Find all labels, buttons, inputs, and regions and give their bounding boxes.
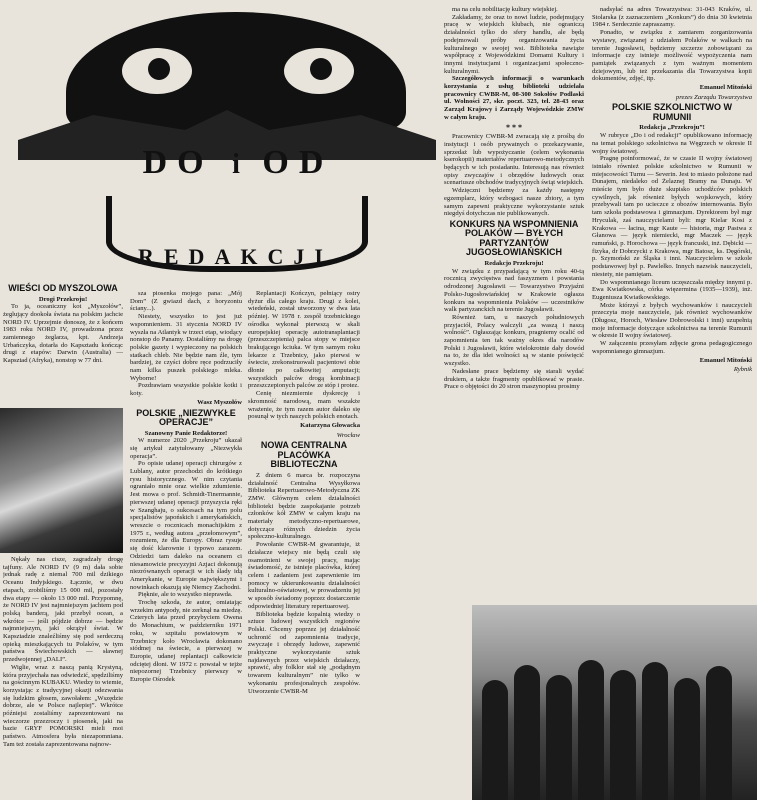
group-photo bbox=[472, 605, 757, 800]
paragraph: Niestety, wszystko to jest już wspomnieniem. 31 stycznia NORD IV wyszła na Atlantyk w trzeci etap, wiodący nonstop do Panamy. Dostaliśmy na drogę polskie gazety i wypieczony na polskich statkach chleb. Nie będzie nam źle, tym bardziej, że czyści dobre ręce podrzuciły nam kilka puszek polskiego mleka. Wyborne! bbox=[130, 313, 242, 382]
signature: Katarzyna Głowacka bbox=[300, 421, 360, 429]
paragraph: Biblioteka będzie kopalnią wiedzy o sztuce ludowej wszystkich regionów Polski. Chcemy poprzez jej działalność uchronić od zapomnienia tradycje, zwyczaje i obrzędy ludowe, zapewnić praktyczne wykorzystanie sztuk najdawnych przez wiejskich działaczy, sprawić, aby folklor stał się „podądnym towarem kulturalnym” nie tylko w wykonaniu profesjonalnych zespołów. Utworzenie CWBR-M bbox=[248, 610, 360, 695]
paragraph: Po opisie udanej operacji chirurgów z Lublany, autor przechodzi do krótkiego rysu historycznego. W nim czytania ograniało mnie oraz wielkie zdumienie. Jest mowa o prof. Schmidt-Tinermannie, pierwszej udanej operacji przyszycia ręki w Szanghaju, o sukcesach na tym polu specjalistów japońskich i amerykańskich, wreszcie o rocznicach monachijskim z 1975 r., według autora „przełomowym”, rozumiem, że dla Europy. Obraz rysuje się dość klarownie i typowo zarazem. Odziedzi tam daleko na oceanem ci niesamowicie precyzyjni Azjaci dokonują niezrównanych operacji w ich ślady idą Amerykanie, w Europie największymi i nowinkach okazują się Niemcy Zachodni. bbox=[130, 460, 242, 591]
paragraph: sza piosenka mojego pana: „Mój Dom” (Z gwiazd dach, z horyzontu ściany...). bbox=[130, 290, 242, 313]
article-heading: KONKURS NA WSPOMNIENIA POLAKÓW — BYŁYCH PARTYZANTÓW JUGOSŁOWIAŃSKICH bbox=[449, 218, 579, 258]
paragraph: Nadesłane prace będziemy się starali wydać drukiem, a także fragmenty opublikować w prasie. Prace o objętości do 20 stron maszynopisu prosimy bbox=[444, 367, 584, 391]
paragraph: Pragnę poinformować, że w czasie II wojny światowej istniało również polskie szkolnictwo w Rumunii w miejscowości Turnu — Severin. Jest to miasto położone nad Dunajem, niedaleko od Żelaznej Bramy na Dunaju. W mieście tym było duże skupisko uchodźców polskich cywilnych, jak również byłych wojskowych, który przebywali tam po ucieczce z obozów internowania. Było tam szkoła podstawowa i gimnazjum. Dyrektorem był mgr Hryculak, zaś nauczycielami byli: mgr Kielar Kosi z Krakowa — łacina, mgr Kaute — historia, mgr Pastwa z Głanowa — język niemiecki, mgr Maczek — język rumuński, p. Horochowa — język francuski, inż. Dębicki — fizyka, dr Dobrzycki z Krakowa, mgr Batosz, ks. Dęgórski, p. Szymoński ze Śląska i inni. Nauczycielem w szkole podstawowej był p. Pawlełko. Innych nazwisk nauczycieli, niestety, nie pamiętam. bbox=[592, 155, 752, 278]
signature: Wasz Myszołów bbox=[197, 398, 242, 406]
separator: * * * bbox=[506, 122, 522, 132]
paragraph: Pracownicy CWBR-M zwracają się z prośbą do instytucji i osób prywatnych o przekazywanie, sprzedaż lub wypożyczanie (celem wykonania kserokopii) materiałów repertuarowo-metodycznych będących w ich posiadaniu. Interesują nas również opisy zwyczajów i obrzędów ludowych oraz scenariusze obchodów tradycyjnych świąt wiejskich. bbox=[444, 133, 584, 187]
paragraph: To ja, oceaniczny kot „Myszołów”, żeglujący dookoła świata na polskim jachcie NORD IV. Uprzejmie donoszę, że z końcem 1983 roku NORD IV, prowadzona przez zamiennego żeglarza, kpt. Andrzeja Urbańczyka, dotarła do Kapsztadu kończąc drugi z etapów: Darwin (Australia) — Kapsztad (Afryka), nonstop w 77 dni. bbox=[3, 303, 123, 365]
cat-photo bbox=[0, 408, 123, 553]
column-5 bbox=[592, 6, 752, 604]
signature: Emanuel Mitoński bbox=[699, 84, 752, 92]
paragraph: Trochę szkoda, że autor, omiatając wrzekim antypody, nie zerknął na miedzę. Czterych lata przed przybyciem Owena do Monachium, w październiku 1971 roku, w szpitalu powiatowym w Trzebnicy koło Wrocławia dokonano siódmej na świecie, a pierwszej w Europie, udanej replantacji całkowicie odciętej dłoni. W 1972 r. powstał w tejże niepozornej Trzebnicy pierwszy w Europie Ośrodek bbox=[130, 599, 242, 684]
paragraph: Pozdrawiam wszystkie polskie kotki i koty. bbox=[130, 382, 242, 398]
paragraph: W załączeniu przesyłam zdjęcie grona pedagogicznego wspomnianego gimnazjum. bbox=[592, 340, 752, 355]
paragraph: Również tam, u naszych południowych przyjaciół, Polacy walczyli „za waszą i naszą wolność”. Ogłaszając konkurs, pragniemy ocalić od zapomnienia ten tak ważny okres dla narodów Polski i Jugosławii, które wielokrotnie dały dowód na to, że dla idei wolności są w stanie poświęcić wszystko. bbox=[444, 313, 584, 368]
paragraph: Zakładamy, że oraz to nowi ludzie, podejmujący pracę w wiejskich klubach, nie ograniczą działalności tylko do sfery handlu, ale będą podejmowali próby organizowania życia kulturalnego w swojej wsi. Biblioteka nawiąże współpracę z Wojewódzkimi Domami Kultury i innymi instytucjami i organizacjami społeczno-kulturalnymi. bbox=[444, 13, 584, 75]
right-eye-icon bbox=[276, 40, 362, 102]
paragraph: ma na celu nobilitację kultury wiejskiej. bbox=[452, 6, 558, 13]
paragraph: nadsyłać na adres Towarzystwa: 31-043 Kraków, ul. Stolarska (z zaznaczeniem „Konkurs”) do dnia 30 kwietnia 1984 r. Serdecznie zapraszamy. bbox=[592, 6, 752, 29]
left-eye-icon bbox=[114, 40, 200, 102]
masthead-illustration bbox=[18, 6, 436, 276]
paragraph: Z dniem 6 marca br. rozpoczyna działalność Centralna Wysyłkowa Biblioteka Repertuarowo-Metodyczna ZK ZMW. Głównym celem działalności biblioteki będzie zaspokajanie potrzeb członków kół ZMW w całym kraju na materiały metodyczno-repertuarowe, dotyczące różnych dziedzin życia społeczno-kulturalnego. bbox=[248, 471, 360, 541]
greeting: Redakcjo Przekroju! bbox=[484, 259, 544, 267]
masthead-subtitle: REDAKCJI bbox=[138, 244, 333, 269]
article-heading: POLSKIE „NIEZWYKŁE OPERACJE” bbox=[136, 407, 236, 428]
paragraph: W numerze 2020 „Przekroju” ukazał się artykuł zatytułowany „Niezwykła operacja”. bbox=[130, 437, 242, 460]
greeting: Redakcja „Przekroju”! bbox=[639, 124, 705, 132]
paragraph: Wiglie, wraz z naszą panią Krystyną, która przyjechała nas odwiedzić, spędziliśmy na gościnnym KUBAKU. Wiedzy to wiemie, korzystając z tradycyjnej okazji odezwania się ludzkim głosem, zawołałem: „Wszędzie dobrze, ale w Polsce najlepiej”. Wkrótce późniejsi zostaliśmy zaprezentowani na wieczorze przezroczy i piosenek, jaki na bazie GRYF POMORSKI mieli moi państwo. Atmosfera była niezapomniana. Tam też została zaprezentowana najnow- bbox=[3, 663, 123, 748]
paragraph: Wdzięczni będziemy za każdy następny egzemplarz, który wzbogaci nasze zbiory, a tym samym zapewni praktyczne wykorzystanie sztuk niegdyś dotychczas nie publikowanych. bbox=[444, 187, 584, 218]
paragraph: Cenię niezmiernie dyskrecję i skromność narodową, mam wszakże wrażenie, że tym razem autor daleko się posunął w tych naszych polskich enotach. bbox=[248, 390, 360, 421]
column-1-lower bbox=[3, 556, 123, 800]
column-2 bbox=[130, 290, 242, 800]
article-heading: WIEŚCI OD MYSZOLOWA bbox=[8, 283, 118, 293]
greeting: Szanowny Panie Redaktorze! bbox=[144, 429, 228, 437]
column-3 bbox=[248, 290, 360, 800]
article-heading: NOWA CENTRALNA PLACÓWKA BIBLIOTECZNA bbox=[260, 440, 348, 470]
signature-city: Wrocław bbox=[336, 431, 360, 439]
paragraph: Pięknie, ale to wszystko nieprawda. bbox=[138, 591, 233, 599]
signature: Emanuel Mitoński bbox=[699, 356, 752, 364]
paragraph: Szczegółowych informacji o warunkach korzystania z usług biblioteki udzielała pracownicy CWBR-M, 08-300 Sokołów Podlaski ul. Wolności 27, skr. poczt. 323, tel. 28-43 oraz Zarząd Krajowy i Zarządy Wojewódzkie ZMW w całym kraju. bbox=[444, 75, 584, 121]
paragraph: W rubryce „Do i od redakcji” opublikowano informację na temat polskiego szkolnictwa na Węgrzech w okresie II wojny światowej. bbox=[592, 132, 752, 155]
paragraph: Replantacji Kończyn, pełniący ostry dyżur dla całego kraju. Drugi z kolei, wiedeński, został utworzony w dwa lata później. W 1978 r. zespół trzebnickiego ośrodka wykonał pierwszą w skali europejskiej operację autotransplantacji (przeszczepienia) palca stopy w miejsce brakującego kciuka. W tym samym roku lekarze z Trzebnicy, jako pierwsi w świecie, zrekonstruowali pacjentowi obie dłonie po całkowitej amputacji; wszystkich palców drogą kombinacji przeszczepionych palców ze stóp i protez. bbox=[248, 290, 360, 390]
paragraph: Może którzyś z byłych wychowanków i nauczycieli przeczyta moje nauczyciele, jak również wychowanków (Długosz, Horoch, Wiesław Dobrowolski i inni) uzupełnią moje informacje dotyczące szkolnictwa na terenie Rumunii w okresie II wojny światowej. bbox=[592, 301, 752, 340]
paragraph: Nękały nas cisze, zagradzały drogę tajfuny. Ale NORD IV (9 m) dała sobie jednak radę z niemal 700 mil dzikiego Oceanu Indyjskiego. Łącznie, w dwu etapach, zrobiliśmy 15 000 mil, pozostały dwa etapy — około 13 000 mil. Przypomnę, że NORD IV jest najmniejszym jachtem pod polską banderą, jaki przebył ocean, a wkrótce — jeśli pójdzie dobrze — będzie najmniejszym, jaki okrążył świat. W Kapsztadzie znaleźliśmy się pod serdeczną opieką mieszkających tu Polaków, w tym państwa Świechowskich — sławnej przedwojennej „DALI”. bbox=[3, 556, 123, 664]
paragraph: Do wspomnianego liceum uczęszczała między innymi p. Ewa Kwiatkowska, córka więzermina (1935—1939), inż. Eugeniusza Kwiatkowskiego. bbox=[592, 278, 752, 301]
column-1 bbox=[3, 282, 123, 408]
paragraph: Powołanie CWBR-M gwarantuje, iż działacze wiejscy nie będą czuli się osamotnieni w swojej pracy, mając świadomość, że istnieje placówka, której celem i zadaniem jest zapewnienie im pomocy w ukierunkowaniu działalności kulturalno-oświatowej, w prowadzeniu jej w sposób świadomy poprzez dostarczenie odpowiedniej literatury repertuarowej. bbox=[248, 541, 360, 610]
signature-title: prezes Zarządu Towarzystwa bbox=[675, 93, 752, 101]
paragraph: W związku z przypadającą w tym roku 40-tą rocznicą zwycięstwa nad faszyzmem i powstania odrodzonej Jugosławii — Towarzystwo Przyjaźni Polsko-Jugosłowiańskiej w Krakowie ogłasza konkurs na wspomnienia Polaków — uczestników walk partyzanckich na terenie Jugosławii. bbox=[444, 267, 584, 314]
masthead-title: DO i OD bbox=[142, 144, 334, 181]
column-4 bbox=[444, 6, 584, 606]
paragraph: Ponadto, w związku z zamiarem zorganizowania wystawy, związanej z udziałem Polaków w walkach na terenie Jugosławii, będziemy szczerze zobowiązani za informacje czy istnieje możliwość wypożyczenia nam pamiątek związanych z tym ważnym momentem dziejowym, lub też przekazania dla Towarzystwa kopii dokumentów, zdjęć, itp. bbox=[592, 29, 752, 83]
greeting: Drogi Przekroju! bbox=[38, 295, 88, 303]
signature-city: Rybnik bbox=[733, 366, 752, 374]
article-heading: POLSKIE SZKOLNICTWO W RUMUNII bbox=[612, 102, 732, 122]
